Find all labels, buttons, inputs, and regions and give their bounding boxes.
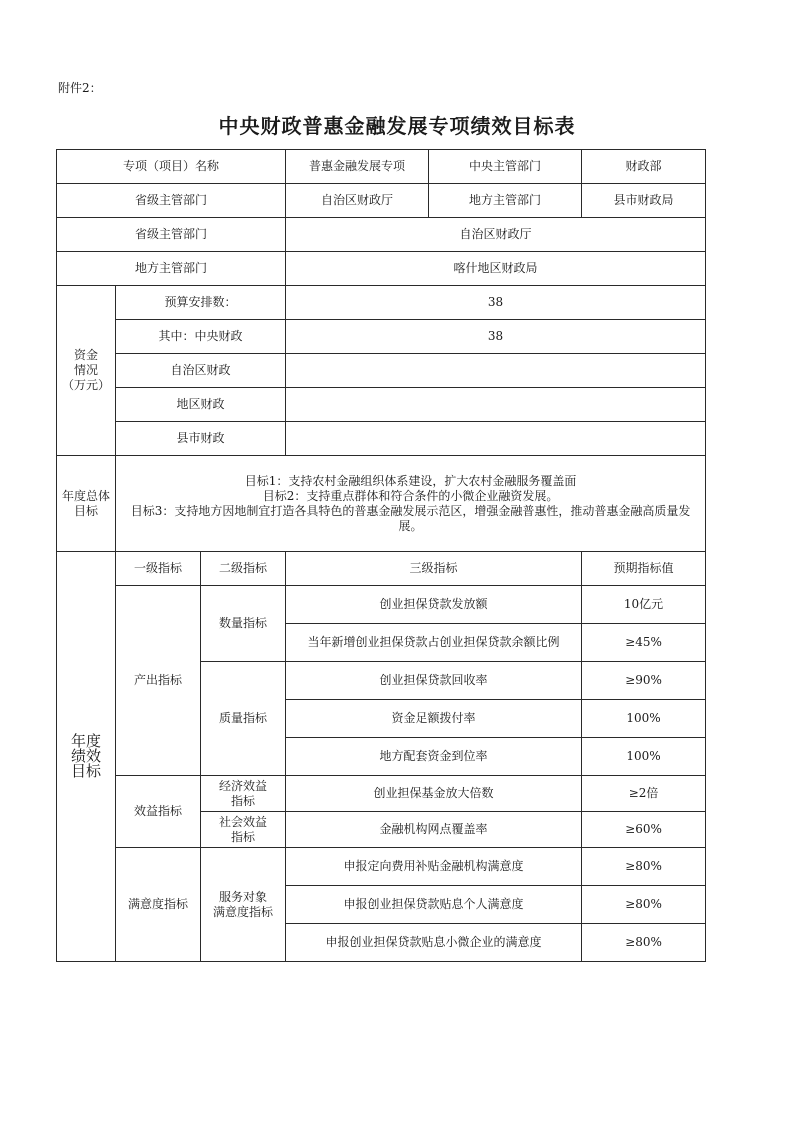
indicator-name: 创业担保基金放大倍数 [286, 776, 582, 812]
annex-label: 附件2： [58, 81, 102, 95]
indicator-row [57, 848, 706, 886]
indicator-value: ≥80% [582, 924, 706, 962]
funds-row [57, 286, 706, 320]
funds-row-label: 县市财政 [116, 422, 286, 456]
level2-quantity: 数量指标 [201, 586, 286, 662]
funds-row [57, 354, 706, 388]
indicator-value: ≥90% [582, 662, 706, 700]
funds-row [57, 422, 706, 456]
indicator-value: ≥80% [582, 886, 706, 924]
local-dept-value-full: 喀什地区财政局 [286, 252, 706, 286]
level2-quality: 质量指标 [201, 662, 286, 776]
indicator-value: 100% [582, 738, 706, 776]
level1-benefit: 效益指标 [116, 776, 201, 848]
performance-target-table [56, 149, 706, 962]
prov-dept-value: 自治区财政厅 [286, 184, 429, 218]
funds-row-label: 自治区财政 [116, 354, 286, 388]
project-name-label: 专项（项目）名称 [57, 150, 286, 184]
indicator-name: 创业担保贷款发放额 [286, 586, 582, 624]
indicator-name: 当年新增创业担保贷款占创业担保贷款余额比例 [286, 624, 582, 662]
indicator-name: 地方配套资金到位率 [286, 738, 582, 776]
indicator-value: ≥45% [582, 624, 706, 662]
indicator-row [57, 586, 706, 624]
col-header-level3: 三级指标 [286, 552, 582, 586]
annual-goals-text: 目标1：支持农村金融组织体系建设，扩大农村金融服务覆盖面 目标2：支持重点群体和符合条件的小微企业融资发展。 目标3：支持地方因地制宜打造各具特色的普惠金融发展示范区，增强金融普惠性，推动普惠金融高质量发展。 [116, 456, 706, 552]
row-prov-local-dept [57, 184, 706, 218]
indicator-row [57, 776, 706, 812]
prov-dept-label: 省级主管部门 [57, 184, 286, 218]
funds-label: 资金 情况 （万元） [57, 286, 116, 456]
perf-header-row [57, 552, 706, 586]
indicator-value: ≥80% [582, 848, 706, 886]
level1-output: 产出指标 [116, 586, 201, 776]
row-prov-dept [57, 218, 706, 252]
indicator-name: 创业担保贷款回收率 [286, 662, 582, 700]
col-header-level2: 二级指标 [201, 552, 286, 586]
col-header-expected: 预期指标值 [582, 552, 706, 586]
indicator-name: 申报创业担保贷款贴息个人满意度 [286, 886, 582, 924]
indicator-name: 金融机构网点覆盖率 [286, 812, 582, 848]
funds-row-label: 地区财政 [116, 388, 286, 422]
central-dept-label: 中央主管部门 [429, 150, 582, 184]
funds-row-value [286, 388, 706, 422]
level2-service-satisfaction: 服务对象 满意度指标 [201, 848, 286, 962]
indicator-value: 100% [582, 700, 706, 738]
funds-row-value: 38 [286, 320, 706, 354]
level2-social: 社会效益 指标 [201, 812, 286, 848]
annual-goals-label: 年度总体 目标 [57, 456, 116, 552]
funds-row [57, 320, 706, 354]
level2-economic: 经济效益 指标 [201, 776, 286, 812]
prov-dept-value-full: 自治区财政厅 [286, 218, 706, 252]
col-header-level1: 一级指标 [116, 552, 201, 586]
indicator-name: 申报定向费用补贴金融机构满意度 [286, 848, 582, 886]
page-title: 中央财政普惠金融发展专项绩效目标表 [218, 114, 576, 138]
annual-goals-row [57, 456, 706, 552]
funds-row-label: 预算安排数： [116, 286, 286, 320]
indicator-name: 申报创业担保贷款贴息小微企业的满意度 [286, 924, 582, 962]
funds-row [57, 388, 706, 422]
indicator-value: ≥60% [582, 812, 706, 848]
funds-row-label: 其中：中央财政 [116, 320, 286, 354]
local-dept-label-2: 地方主管部门 [57, 252, 286, 286]
local-dept-value: 县市财政局 [582, 184, 706, 218]
prov-dept-label-2: 省级主管部门 [57, 218, 286, 252]
local-dept-label: 地方主管部门 [429, 184, 582, 218]
indicator-name: 资金足额拨付率 [286, 700, 582, 738]
indicator-value: ≥2倍 [582, 776, 706, 812]
funds-row-value: 38 [286, 286, 706, 320]
row-local-dept [57, 252, 706, 286]
central-dept-value: 财政部 [582, 150, 706, 184]
indicator-value: 10亿元 [582, 586, 706, 624]
funds-row-value [286, 354, 706, 388]
project-name-value: 普惠金融发展专项 [286, 150, 429, 184]
row-project-name [57, 150, 706, 184]
level1-satisfaction: 满意度指标 [116, 848, 201, 962]
perf-label: 年度 绩效 目标 [57, 552, 116, 962]
funds-row-value [286, 422, 706, 456]
